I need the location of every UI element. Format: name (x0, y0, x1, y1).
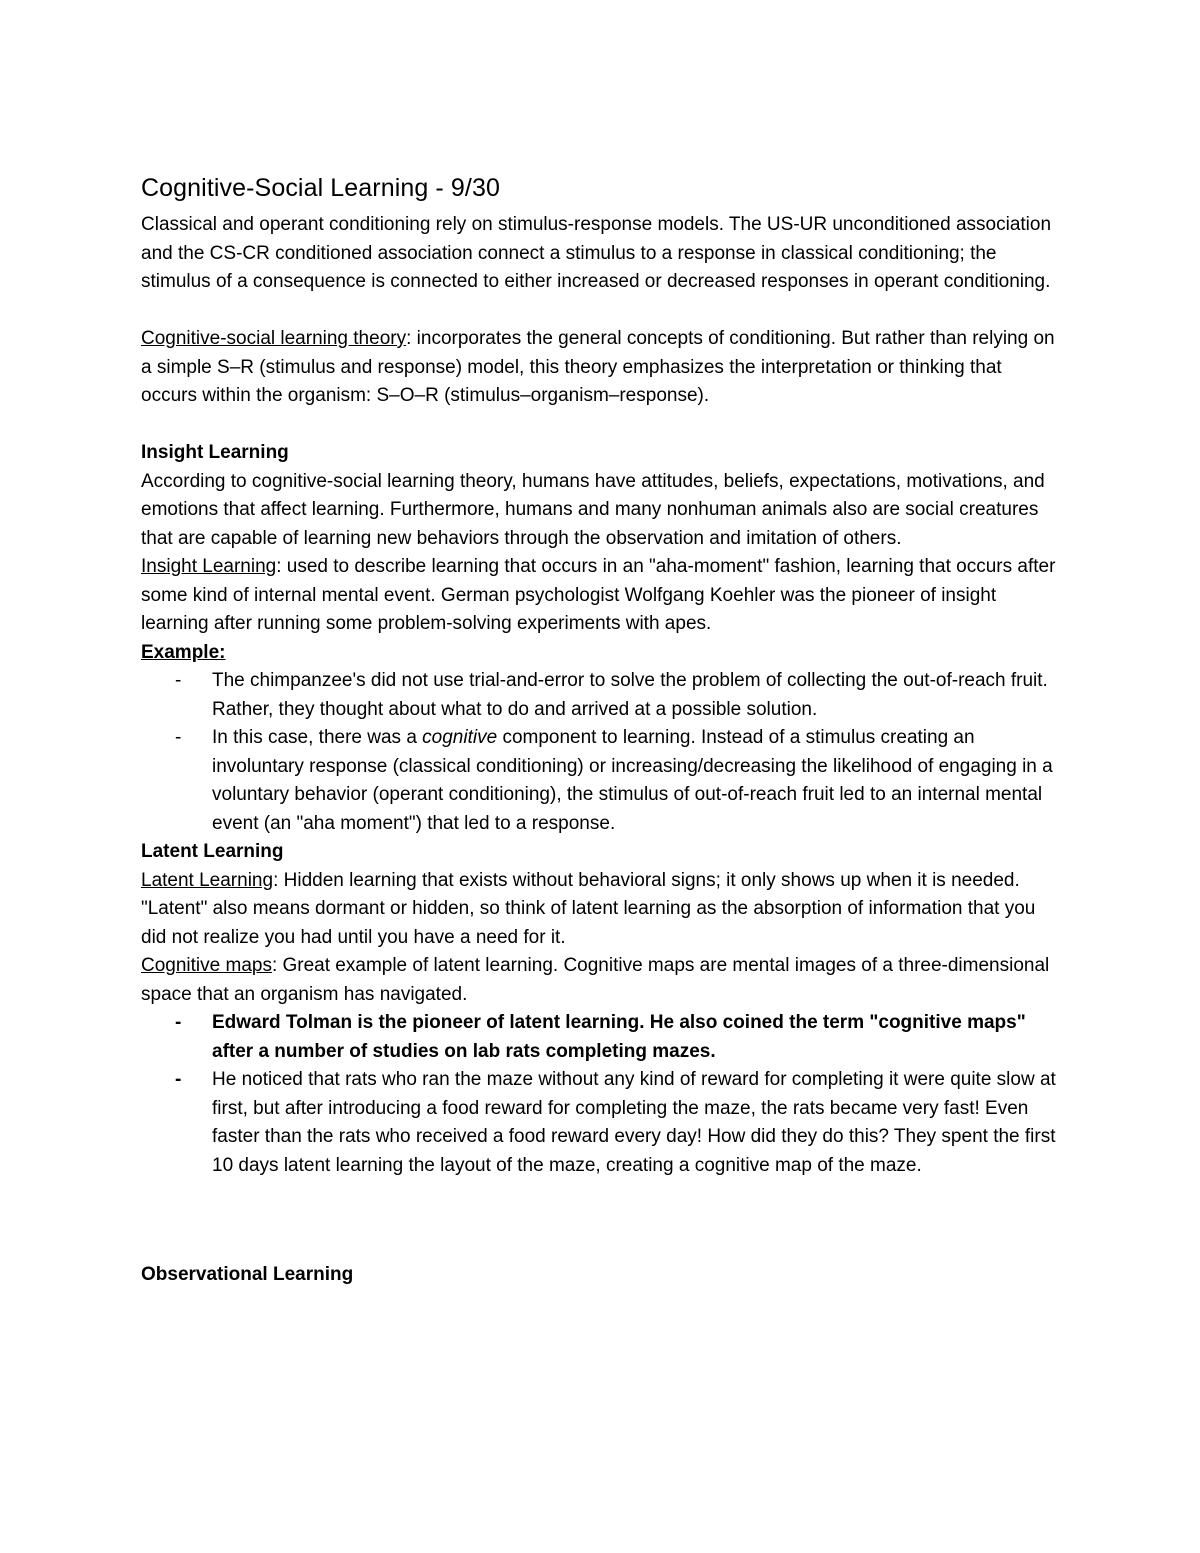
insight-bullet-2-pre: In this case, there was a (212, 727, 423, 748)
list-item (141, 1066, 1061, 1180)
dash-marker: - (175, 670, 182, 691)
dash-marker: - (175, 727, 182, 748)
insight-paragraph: According to cognitive-social learning theory, humans have attitudes, beliefs, expectations, motivations, and emotions that affect learning. Furthermore, humans and many nonhuman animals also are social creatures that are capable of learning new behaviors through the observation and imitation of others. (141, 470, 1045, 549)
dash-marker: - (175, 1069, 182, 1090)
cslt-paragraph (141, 325, 1061, 411)
observational-heading: Observational Learning (141, 1264, 354, 1285)
insight-definition-text: : used to describe learning that occurs in an "aha-moment" fashion, learning that occurs after some kind of internal mental event. German psychologist Wolfgang Koehler was the pioneer of insight learning after running some problem-solving experiments with apes. (141, 556, 1056, 634)
dash-marker: - (175, 1012, 182, 1033)
latent-definition-text: : Hidden learning that exists without behavioral signs; it only shows up when it is needed. "Latent" also means dormant or hidden, so think of latent learning as the absorption of information that you did not realize you had until you have a need for it. (141, 869, 1036, 948)
latent-bullet-1: Edward Tolman is the pioneer of latent learning. He also coined the term "cognitive maps" after a number of studies on lab rats completing mazes. (212, 1012, 1026, 1062)
document-page (141, 172, 1061, 1290)
insight-term: Insight Learning (141, 556, 277, 577)
latent-bullet-2: He noticed that rats who ran the maze without any kind of reward for completing it were quite slow at first, but after introducing a food reward for completing the maze, the rats became very fast! Even faster than the rats who received a food reward every day! How did they do this? They spent the first 10 days latent learning the layout of the maze, creating a cognitive map of the maze. (212, 1069, 1056, 1176)
maps-text: : Great example of latent learning. Cognitive maps are mental images of a three-dimensional space that an organism has navigated. (141, 955, 1050, 1005)
page-title: Cognitive-Social Learning - 9/30 (141, 174, 500, 202)
insight-bullet-2-em: cognitive (422, 727, 498, 748)
insight-bullets (141, 667, 1061, 838)
latent-heading: Latent Learning (141, 841, 284, 862)
latent-definition (141, 867, 1061, 953)
insight-definition (141, 553, 1061, 639)
list-item (141, 724, 1061, 838)
intro-paragraph: Classical and operant conditioning rely on stimulus-response models. The US-UR unconditioned association and the CS-CR conditioned association connect a stimulus to a response in classical conditioning; the stimulus of a consequence is connected to either increased or decreased responses in operant conditioning. (141, 214, 1052, 292)
insight-bullet-2-post: component to learning. Instead of a stimulus creating an involuntary response (classical conditioning) or increasing/decreasing the likelihood of engaging in a voluntary behavior (operant conditioning), the stimulus of out-of-reach fruit led to an internal mental event (an "aha moment") that led to a response. (212, 727, 1053, 834)
insight-bullet-1: The chimpanzee's did not use trial-and-error to solve the problem of collecting the out-of-reach fruit. Rather, they thought about what to do and arrived at a possible solution. (212, 670, 1048, 720)
list-item (141, 667, 1061, 724)
maps-definition (141, 952, 1061, 1009)
cslt-term: Cognitive-social learning theory (141, 328, 407, 349)
latent-bullets (141, 1009, 1061, 1180)
spacer (141, 1180, 1061, 1261)
maps-term: Cognitive maps (141, 955, 272, 976)
latent-term: Latent Learning (141, 869, 274, 891)
spacer (141, 411, 1061, 440)
cslt-text: : incorporates the general concepts of conditioning. But rather than relying on a simple S–R (stimulus and response) model, this theory emphasizes the interpretation or thinking that occurs within the organism: S–O–R (stimulus–organism–response). (141, 328, 1055, 406)
list-item (141, 1009, 1061, 1066)
spacer (141, 297, 1061, 326)
insight-heading: Insight Learning (141, 442, 289, 463)
example-label: Example: (141, 641, 226, 663)
